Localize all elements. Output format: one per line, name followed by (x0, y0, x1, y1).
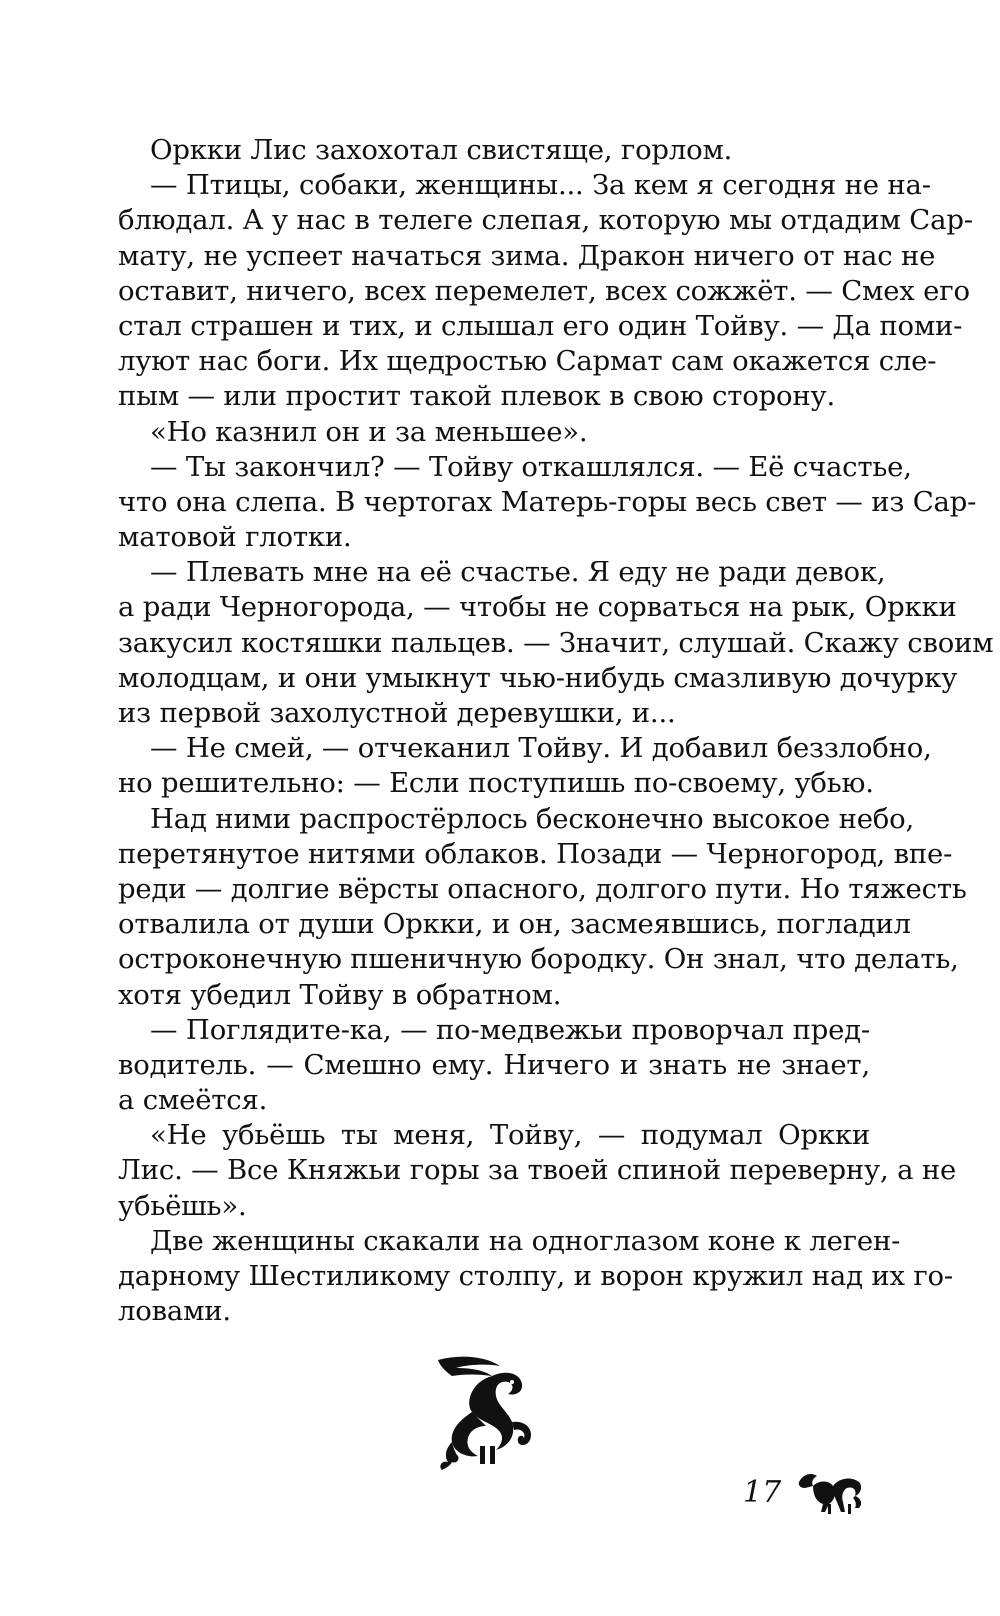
text-line: отвалила от души Оркки, и он, засмеявшись, погладил (118, 908, 911, 941)
text-line: хотя убедил Тойву в обратном. (118, 978, 562, 1011)
text-line: а ради Черногорода, — чтобы не сорваться на рык, Оркки (118, 591, 957, 624)
text-line: но решительно: — Если поступишь по-своему, убью. (118, 767, 874, 800)
text-line: — Не смей, — отчеканил Тойву. И добавил беззлобно, (150, 732, 932, 765)
text-line: «Не убьёшь ты меня, Тойву, — подумал Оркки (150, 1119, 870, 1152)
dragon-ornament-icon (430, 1350, 540, 1470)
text-line: — Поглядите-ка, — по-медвежьи проворчал пред- (150, 1013, 870, 1046)
text-line: убьёшь». (118, 1189, 247, 1222)
text-line: матовой глотки. (118, 521, 352, 554)
text-line: Оркки Лис захохотал свистяще, горлом. (150, 134, 733, 166)
text-line: перетянутое нитями облаков. Позади — Черногород, впе- (118, 837, 953, 870)
text-line: а смеётся. (118, 1084, 268, 1117)
text-line: — Плевать мне на её счастье. Я еду не ради девок, (150, 556, 886, 589)
text-line: — Ты закончил? — Тойву откашлялся. — Её счастье, (150, 450, 912, 483)
text-line: водитель. — Смешно ему. Ничего и знать не знает, (118, 1048, 870, 1081)
text-line: дарному Шестиликому столпу, и ворон кружил над их го- (118, 1260, 953, 1292)
text-line: молодцам, и они умыкнут чью-нибудь смазливую дочурку (118, 661, 958, 694)
text-line: остроконечную пшеничную бородку. Он знал, что делать, (118, 943, 959, 976)
text-line: реди — долгие вёрсты опасного, долгого пути. Но тяжесть (118, 872, 967, 905)
body-text (118, 133, 994, 1329)
text-line: ловами. (118, 1295, 231, 1328)
text-line: Две женщины скакали на одноглазом коне к леген- (150, 1224, 901, 1257)
text-line: — Птицы, собаки, женщины... За кем я сегодня не на- (150, 169, 931, 202)
page-number: 17 (743, 1475, 782, 1510)
text-line: Лис. — Все Княжьи горы за твоей спиной переверну, а не (118, 1154, 957, 1187)
text-line: Над ними распростёрлось бесконечно высокое небо, (150, 802, 915, 835)
dragon-corner-ornament-icon (795, 1468, 865, 1518)
text-line: «Но казнил он и за меньшее». (150, 415, 588, 448)
text-line: что она слепа. В чертогах Матерь-горы весь свет — из Сар- (118, 485, 977, 518)
text-line: закусил костяшки пальцев. — Значит, слушай. Скажу своим (118, 626, 994, 659)
text-line: блюдал. А у нас в телеге слепая, которую мы отдадим Сар- (118, 204, 973, 237)
text-line: из первой захолустной деревушки, и... (118, 697, 676, 729)
text-line: пым — или простит такой плевок в свою сторону. (118, 380, 836, 413)
text-line: стал страшен и тих, и слышал его один Тойву. — Да поми- (118, 309, 963, 342)
text-line: луют нас боги. Их щедростью Сармат сам окажется сле- (118, 345, 937, 378)
text-line: мату, не успеет начаться зима. Дракон ничего от нас не (118, 239, 936, 272)
text-line: оставит, ничего, всех перемелет, всех сожжёт. — Смех его (118, 274, 970, 307)
